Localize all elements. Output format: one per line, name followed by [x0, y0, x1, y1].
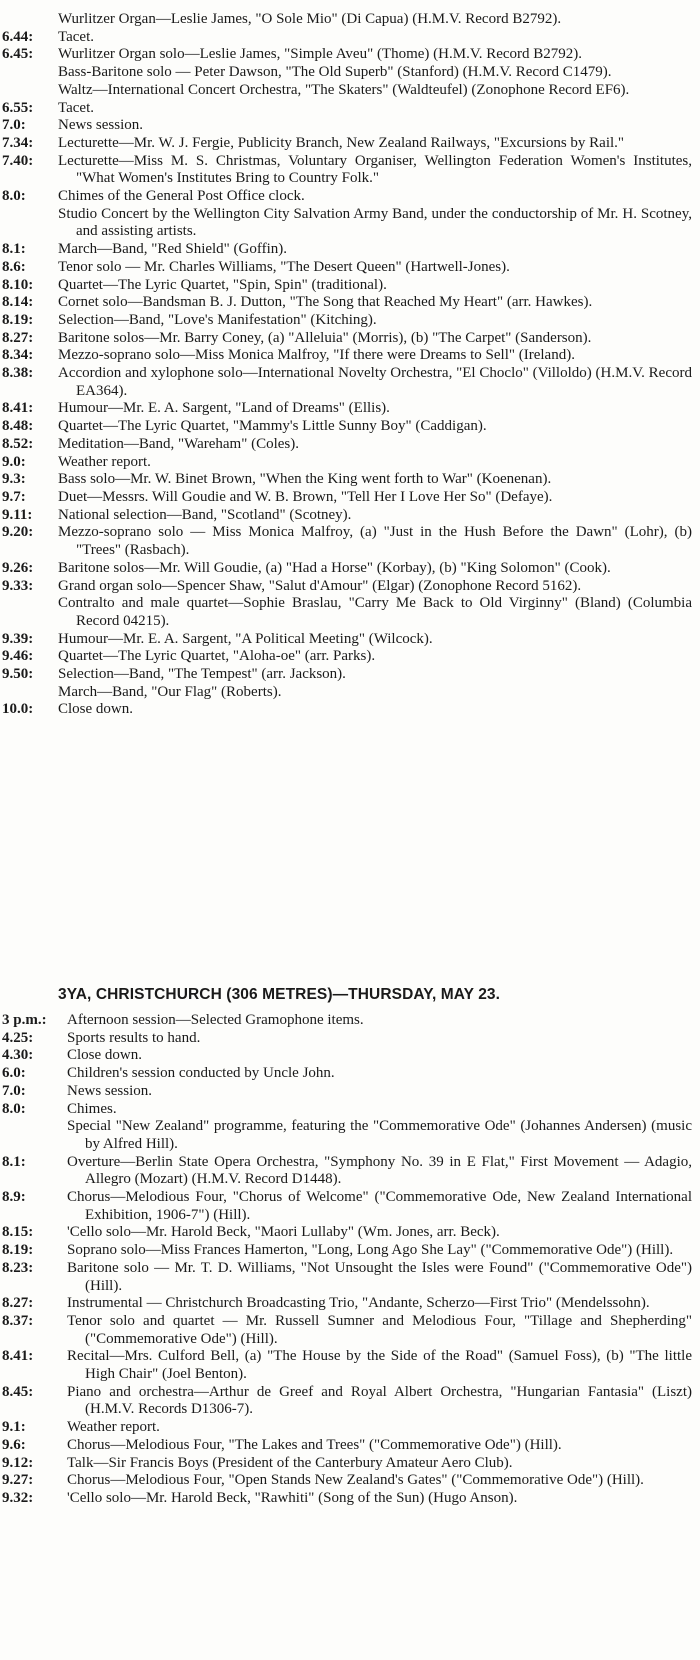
programme-description: Tacet. — [58, 28, 95, 45]
christchurch-programme-item — [2, 1065, 692, 1083]
programme-time: 8.41: — [2, 400, 34, 417]
programme-description: Chorus—Melodious Four, "Chorus of Welcome" ("Commemorative Ode, New Zealand International Exhibition, 1906-7") (Hill). — [67, 1189, 692, 1223]
programme-time: 8.52: — [2, 435, 34, 452]
programme-time: 7.40: — [2, 152, 34, 169]
programme-time: 7.0: — [2, 1082, 26, 1099]
wellington-programme-item — [2, 100, 692, 118]
programme-description: Talk—Sir Francis Boys (President of the Canterbury Amateur Aero Club). — [67, 1454, 513, 1471]
programme-description: Lecturette—Miss M. S. Christmas, Voluntary Organiser, Wellington Federation Women's Institutes, "What Women's Institutes Bring to Country Folk." — [58, 152, 692, 187]
christchurch-station-heading: 3YA, CHRISTCHURCH (306 METRES)—THURSDAY, MAY 23. — [58, 986, 501, 1003]
christchurch-programme-item — [2, 1295, 692, 1313]
programme-description: Tacet. — [58, 99, 95, 116]
programme-description: Mezzo-soprano solo—Miss Monica Malfroy, "If there were Dreams to Sell" (Ireland). — [58, 347, 575, 364]
programme-description: Baritone solos—Mr. Barry Coney, (a) "Alleluia" (Morris), (b) "The Carpet" (Sanderson). — [58, 329, 592, 346]
programme-time: 9.20: — [2, 524, 34, 541]
programme-description: Selection—Band, "The Tempest" (arr. Jackson). — [58, 666, 346, 683]
programme-time: 8.34: — [2, 347, 34, 364]
wellington-programme-item — [2, 365, 692, 400]
programme-description: Lecturette—Mr. W. J. Fergie, Publicity Branch, New Zealand Railways, "Excursions by Rail." — [58, 134, 625, 151]
programme-time: 8.6: — [2, 258, 26, 275]
programme-time: 9.7: — [2, 488, 26, 505]
wellington-programme-item — [2, 294, 692, 312]
programme-description: Contralto and male quartet—Sophie Braslau, "Carry Me Back to Old Virginny" (Bland) (Columbia Record 04215). — [58, 595, 692, 629]
wellington-programme-item — [2, 684, 692, 702]
wellington-programme-item — [2, 46, 692, 64]
christchurch-programme-item — [2, 1313, 692, 1348]
programme-description: Wurlitzer Organ solo—Leslie James, "Simple Aveu" (Thome) (H.M.V. Record B2792). — [58, 46, 583, 63]
programme-description: Piano and orchestra—Arthur de Greef and Royal Albert Orchestra, "Hungarian Fantasia" (Liszt) (H.M.V. Records D1306-7). — [67, 1383, 692, 1418]
wellington-programme-list — [2, 11, 692, 719]
wellington-programme-item — [2, 578, 692, 596]
programme-description: March—Band, "Red Shield" (Goffin). — [58, 241, 288, 258]
programme-description: 'Cello solo—Mr. Harold Beck, "Rawhiti" (Song of the Sun) (Hugo Anson). — [67, 1489, 518, 1506]
programme-description: Soprano solo—Miss Frances Hamerton, "Long, Long Ago She Lay" ("Commemorative Ode") (Hill). — [67, 1242, 674, 1259]
programme-description: Close down. — [67, 1047, 142, 1064]
programme-time: 8.1: — [2, 1153, 26, 1170]
christchurch-programme-item — [2, 1348, 692, 1383]
programme-time: 9.3: — [2, 471, 26, 488]
wellington-programme-item — [2, 701, 692, 719]
programme-description: Chorus—Melodious Four, "Open Stands New Zealand's Gates" ("Commemorative Ode") (Hill). — [67, 1472, 644, 1489]
programme-description: Instrumental — Christchurch Broadcasting Trio, "Andante, Scherzo—First Trio" (Mendelssohn). — [67, 1295, 650, 1312]
programme-time: 9.26: — [2, 559, 34, 576]
wellington-programme-item — [2, 153, 692, 188]
wellington-programme-item — [2, 454, 692, 472]
programme-time: 8.1: — [2, 241, 26, 258]
wellington-programme-item — [2, 64, 692, 82]
christchurch-programme-item — [2, 1455, 692, 1473]
programme-description: News session. — [67, 1082, 152, 1099]
programme-time: 9.1: — [2, 1419, 26, 1436]
wellington-programme-item — [2, 560, 692, 578]
wellington-programme-item — [2, 29, 692, 47]
programme-time: 9.27: — [2, 1472, 34, 1489]
wellington-programme-item — [2, 436, 692, 454]
programme-time: 9.46: — [2, 648, 34, 665]
wellington-programme-item — [2, 241, 692, 259]
wellington-programme-item — [2, 206, 692, 241]
christchurch-programme-item — [2, 1384, 692, 1419]
programme-time: 6.55: — [2, 99, 34, 116]
wellington-programme-item — [2, 666, 692, 684]
programme-description: Waltz—International Concert Orchestra, "The Skaters" (Waldteufel) (Zonophone Record EF6). — [58, 81, 630, 98]
wellington-programme-item — [2, 524, 692, 559]
wellington-programme-item — [2, 188, 692, 206]
programme-description: Recital—Mrs. Culford Bell, (a) "The House by the Side of the Road" (Samuel Foss), (b) "The little High Chair" (Joel Benton). — [67, 1348, 692, 1383]
programme-description: Chimes of the General Post Office clock. — [58, 188, 305, 205]
programme-time: 8.38: — [2, 365, 34, 382]
wellington-programme-item — [2, 418, 692, 436]
christchurch-programme-item — [2, 1242, 692, 1260]
programme-description: Humour—Mr. E. A. Sargent, "Land of Dreams" (Ellis). — [58, 400, 390, 417]
wellington-programme-item — [2, 631, 692, 649]
programme-description: Quartet—The Lyric Quartet, "Mammy's Little Sunny Boy" (Caddigan). — [58, 418, 487, 435]
wellington-programme-item — [2, 330, 692, 348]
programme-time: 8.27: — [2, 1295, 34, 1312]
programme-time: 6.0: — [2, 1065, 26, 1082]
programme-description: News session. — [58, 117, 143, 134]
programme-description: National selection—Band, "Scotland" (Scotney). — [58, 506, 352, 523]
programme-description: Accordion and xylophone solo—International Novelty Orchestra, "El Choclo" (Villoldo) (H.M.V. Record EA364). — [58, 365, 692, 399]
programme-description: Chimes. — [67, 1100, 117, 1117]
wellington-programme-item — [2, 507, 692, 525]
programme-time: 6.45: — [2, 46, 34, 63]
programme-time: 8.0: — [2, 1100, 26, 1117]
programme-description: Tenor solo — Mr. Charles Williams, "The Desert Queen" (Hartwell-Jones). — [58, 258, 510, 275]
programme-description: Tenor solo and quartet — Mr. Russell Sumner and Melodious Four, "Tillage and Shepherding" ("Commemorative Ode") (Hill). — [67, 1312, 692, 1347]
programme-time: 7.0: — [2, 117, 26, 134]
programme-time: 9.0: — [2, 453, 26, 470]
programme-description: Selection—Band, "Love's Manifestation" (Kitching). — [58, 311, 377, 328]
programme-time: 8.9: — [2, 1189, 26, 1206]
programme-description: Mezzo-soprano solo — Miss Monica Malfroy, (a) "Just in the Hush Before the Dawn" (Lohr), (b) "Trees" (Rasbach). — [58, 524, 692, 559]
programme-description: Sports results to hand. — [67, 1029, 201, 1046]
programme-time: 8.0: — [2, 188, 26, 205]
programme-time: 3 p.m.: — [2, 1012, 47, 1028]
programme-time: 9.11: — [2, 506, 33, 523]
programme-time: 10.0: — [2, 701, 34, 718]
programme-description: Meditation—Band, "Wareham" (Coles). — [58, 435, 299, 452]
christchurch-programme-item — [2, 1101, 692, 1119]
programme-description: Weather report. — [58, 453, 151, 470]
christchurch-programme-item — [2, 1260, 692, 1295]
christchurch-programme-item — [2, 1490, 692, 1508]
programme-description: March—Band, "Our Flag" (Roberts). — [58, 683, 282, 700]
programme-time: 9.50: — [2, 666, 34, 683]
wellington-programme-item — [2, 595, 692, 630]
christchurch-programme-item — [2, 1083, 692, 1101]
christchurch-programme-item — [2, 1224, 692, 1242]
programme-time: 8.10: — [2, 276, 34, 293]
wellington-programme-item — [2, 400, 692, 418]
programme-time: 4.30: — [2, 1047, 34, 1064]
wellington-programme-item — [2, 312, 692, 330]
programme-time: 8.15: — [2, 1224, 34, 1241]
programme-description: Weather report. — [67, 1419, 160, 1436]
christchurch-programme-item — [2, 1118, 692, 1153]
programme-time: 8.41: — [2, 1348, 34, 1365]
programme-time: 8.48: — [2, 418, 34, 435]
wellington-programme-item — [2, 347, 692, 365]
programme-time: 8.23: — [2, 1259, 34, 1276]
programme-description: Wurlitzer Organ—Leslie James, "O Sole Mio" (Di Capua) (H.M.V. Record B2792). — [58, 11, 562, 27]
programme-description: Close down. — [58, 701, 133, 718]
wellington-programme-item — [2, 277, 692, 295]
wellington-programme-item — [2, 471, 692, 489]
programme-description: Special "New Zealand" programme, featuring the "Commemorative Ode" (Johannes Andersen) (music by Alfred Hill). — [67, 1118, 692, 1152]
programme-description: Quartet—The Lyric Quartet, "Spin, Spin" (traditional). — [58, 276, 387, 293]
wellington-programme-item — [2, 648, 692, 666]
programme-time: 8.27: — [2, 329, 34, 346]
programme-description: Bass-Baritone solo — Peter Dawson, "The Old Superb" (Stanford) (H.M.V. Record C1479). — [58, 64, 612, 81]
christchurch-programme-list — [2, 1012, 692, 1508]
christchurch-programme-item — [2, 1189, 692, 1224]
programme-description: Children's session conducted by Uncle John. — [67, 1065, 335, 1082]
programme-description: Studio Concert by the Wellington City Salvation Army Band, under the conductorship of Mr. H. Scotney, and assisting artists. — [58, 205, 692, 240]
programme-time: 9.6: — [2, 1436, 26, 1453]
programme-description: Afternoon session—Selected Gramophone items. — [67, 1012, 364, 1028]
wellington-programme-item — [2, 489, 692, 507]
christchurch-programme-item — [2, 1419, 692, 1437]
programme-description: Duet—Messrs. Will Goudie and W. B. Brown, "Tell Her I Love Her So" (Defaye). — [58, 488, 553, 505]
programme-time: 8.45: — [2, 1383, 34, 1400]
wellington-programme-item — [2, 135, 692, 153]
programme-description: Chorus—Melodious Four, "The Lakes and Trees" ("Commemorative Ode") (Hill). — [67, 1436, 562, 1453]
programme-description: Quartet—The Lyric Quartet, "Aloha-oe" (arr. Parks). — [58, 648, 376, 665]
programme-time: 9.33: — [2, 577, 34, 594]
programme-time: 9.12: — [2, 1454, 34, 1471]
programme-time: 9.39: — [2, 630, 34, 647]
programme-description: Cornet solo—Bandsman B. J. Dutton, "The Song that Reached My Heart" (arr. Hawkes). — [58, 294, 593, 311]
programme-description: 'Cello solo—Mr. Harold Beck, "Maori Lullaby" (Wm. Jones, arr. Beck). — [67, 1224, 500, 1241]
programme-time: 6.44: — [2, 28, 34, 45]
programme-time: 9.32: — [2, 1489, 34, 1506]
christchurch-programme-item — [2, 1154, 692, 1189]
christchurch-programme-item — [2, 1047, 692, 1065]
programme-description: Baritone solos—Mr. Will Goudie, (a) "Had a Horse" (Korbay), (b) "King Solomon" (Cook). — [58, 559, 611, 576]
programme-description: Humour—Mr. E. A. Sargent, "A Political Meeting" (Wilcock). — [58, 630, 433, 647]
christchurch-programme-item — [2, 1012, 692, 1030]
wellington-programme-item — [2, 11, 692, 29]
programme-description: Baritone solo — Mr. T. D. Williams, "Not Unsought the Isles were Found" ("Commemorative Ode") (Hill). — [67, 1259, 692, 1294]
wellington-programme-item — [2, 259, 692, 277]
programme-description: Grand organ solo—Spencer Shaw, "Salut d'Amour" (Elgar) (Zonophone Record 5162). — [58, 577, 582, 594]
programme-time: 7.34: — [2, 134, 34, 151]
wellington-programme-item — [2, 82, 692, 100]
programme-time: 8.19: — [2, 1242, 34, 1259]
wellington-programme-item — [2, 117, 692, 135]
programme-description: Overture—Berlin State Opera Orchestra, "Symphony No. 39 in E Flat," First Movement — Adagio, Allegro (Mozart) (H.M.V. Record D1448). — [67, 1153, 692, 1188]
programme-time: 4.25: — [2, 1029, 34, 1046]
christchurch-programme-item — [2, 1437, 692, 1455]
programme-time: 8.19: — [2, 311, 34, 328]
christchurch-programme-item — [2, 1030, 692, 1048]
programme-time: 8.14: — [2, 294, 34, 311]
programme-description: Bass solo—Mr. W. Binet Brown, "When the King went forth to War" (Koenenan). — [58, 471, 552, 488]
christchurch-programme-item — [2, 1472, 692, 1490]
programme-time: 8.37: — [2, 1312, 34, 1329]
